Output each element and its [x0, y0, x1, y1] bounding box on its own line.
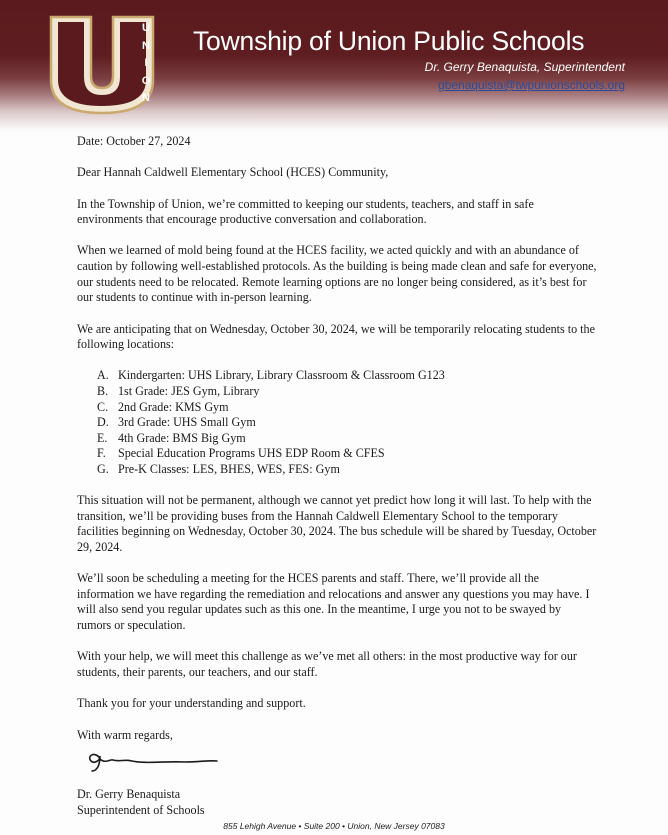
list-item: F. Special Education Programs UHS EDP Room & CFES [97, 446, 385, 461]
paragraph: Thank you for your understanding and support. [77, 696, 306, 711]
paragraph: When we learned of mold being found at the HCES facility, we acted quickly and with an abundance of caution by following well-established protocols. As the building is being made clean and safe for everyone, our students need to be relocated. Remote learning options are no longer being considered, as it’s best for our students to continue with in-person learning. [77, 243, 597, 305]
logo-vertical-text: U N I O N [141, 22, 151, 104]
list-item: D. 3rd Grade: UHS Small Gym [97, 415, 256, 430]
relocation-list [77, 368, 597, 477]
list-item: E. 4th Grade: BMS Big Gym [97, 430, 246, 445]
school-name: Township of Union Public Schools [193, 26, 585, 56]
list-item: G. Pre-K Classes: LES, BHES, WES, FES: Gym [97, 461, 340, 476]
closing: With warm regards, [77, 727, 173, 742]
email-link[interactable]: gbenaquista@twpunionschools.org [438, 78, 625, 92]
superintendent-line: Dr. Gerry Benaquista, Superintendent [424, 60, 625, 74]
signer-title: Superintendent of Schools [77, 802, 205, 817]
letter-date: Date: October 27, 2024 [77, 134, 191, 148]
signer-name: Dr. Gerry Benaquista [77, 787, 181, 802]
list-item: C. 2nd Grade: KMS Gym [97, 399, 229, 414]
paragraph: This situation will not be permanent, although we cannot yet predict how long it will last. To help with the transition, we’ll be providing buses from the Hannah Caldwell Elementary School to the temporary facilities beginning on Wednesday, October 30, 2024. The bus schedule will be shared by Tuesday, October 29, 2024. [77, 493, 597, 554]
paragraph: We’ll soon be scheduling a meeting for the HCES parents and staff. There, we’ll provide all the information we have regarding the remediation and relocations and answer any questions you may have. I will also send you regular updates such as this one. In the meantime, I urge you not to be swayed by rumors or speculation. [77, 571, 590, 633]
signature-icon [85, 747, 225, 773]
letter-body [77, 134, 597, 818]
paragraph: In the Township of Union, we’re committed to keeping our students, teachers, and staff in safe environments that encourage productive conversation and collaboration. [77, 196, 534, 227]
letterhead [0, 0, 668, 135]
salutation: Dear Hannah Caldwell Elementary School (HCES) Community, [77, 165, 389, 180]
list-item: B. 1st Grade: JES Gym, Library [97, 383, 260, 398]
paragraph: We are anticipating that on Wednesday, October 30, 2024, we will be temporarily relocating students to the following locations: [77, 321, 595, 352]
footer-address: 855 Lehigh Avenue • Suite 200 • Union, New Jersey 07083 [223, 821, 445, 831]
paragraph: With your help, we will meet this challenge as we’ve met all others: in the most productive way for our students, their parents, our teachers, and our staff. [77, 649, 577, 679]
list-item: A. Kindergarten: UHS Library, Library Classroom & Classroom G123 [97, 368, 445, 383]
